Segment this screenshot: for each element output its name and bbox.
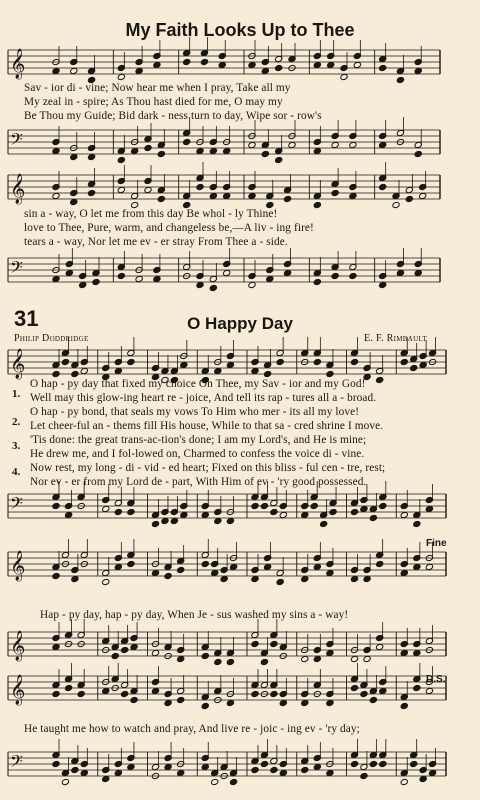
svg-text:𝄞: 𝄞 (10, 349, 26, 379)
svg-text:𝄢: 𝄢 (10, 751, 23, 775)
lyric-line: tears a - way, Nor let me ev - er stray From Thee a - side. (24, 236, 288, 248)
svg-text:𝄢: 𝄢 (10, 129, 23, 153)
stanza-number: 1. (12, 388, 21, 400)
hymn-title-my-faith: My Faith Looks Up to Thee (125, 20, 355, 40)
composer-credit: E. F. Rimbault (364, 333, 427, 344)
author-credit: Philip Doddridge (14, 333, 89, 344)
lyric-line: Sav - ior di - vine; Now hear me when I pray, Take all my (24, 82, 291, 94)
verse-line: O hap - py day that fixed my choice On Thee, my Sav - ior and my God! (30, 378, 366, 390)
stanza-number: 2. (12, 416, 21, 428)
ds-marking: D.S. (426, 674, 446, 685)
svg-text:𝄞: 𝄞 (10, 49, 26, 79)
verse-line: Well may this glow-ing heart re - joice, And tell its rap - tures all a - broad. (30, 392, 377, 404)
verse-line: O hap - py bond, that seals my vows To Him who mer - its all my love! (30, 406, 360, 418)
stanza-number: 3. (12, 440, 21, 452)
refrain-line: He taught me how to watch and pray, And live re - joic - ing ev - 'ry day; (24, 723, 360, 735)
fine-marking: Fine (426, 538, 447, 549)
refrain-line: Hap - py day, hap - py day, When Je - sus washed my sins a - way! (40, 609, 349, 621)
verse-line: Nor ev - er from my Lord de - part, With Him of ev - 'ry good possessed. (30, 476, 367, 488)
verse-line: He drew me, and I fol-lowed on, Charmed to confess the voice di - vine. (30, 448, 365, 460)
hymn-number: 31 (14, 306, 39, 331)
lyric-line: My zeal in - spire; As Thou hast died for me, O may my (24, 96, 283, 108)
svg-text:𝄞: 𝄞 (10, 675, 26, 705)
svg-text:𝄞: 𝄞 (10, 631, 26, 661)
verse-line: Let cheer-ful an - thems fill His house, While to that sa - cred shrine I move. (30, 420, 384, 432)
hymn-title-o-happy-day: O Happy Day (187, 314, 293, 333)
stanza-number: 4. (12, 466, 21, 478)
lyric-line: love to Thee, Pure, warm, and changeless be,—A liv - ing fire! (24, 222, 314, 234)
verse-line: 'Tis done: the great trans-ac-tion's done; I am my Lord's, and He is mine; (30, 434, 367, 446)
svg-text:𝄞: 𝄞 (10, 551, 26, 581)
svg-text:𝄞: 𝄞 (10, 174, 26, 204)
lyric-line: sin a - way, O let me from this day Be whol - ly Thine! (24, 208, 278, 220)
verse-line: Now rest, my long - di - vid - ed heart; Fixed on this bliss - ful cen - tre, rest; (30, 462, 386, 474)
lyric-line: Be Thou my Guide; Bid dark - ness turn to day, Wipe sor - row's (24, 110, 322, 122)
svg-text:𝄢: 𝄢 (10, 257, 23, 281)
svg-text:𝄢: 𝄢 (10, 493, 23, 517)
